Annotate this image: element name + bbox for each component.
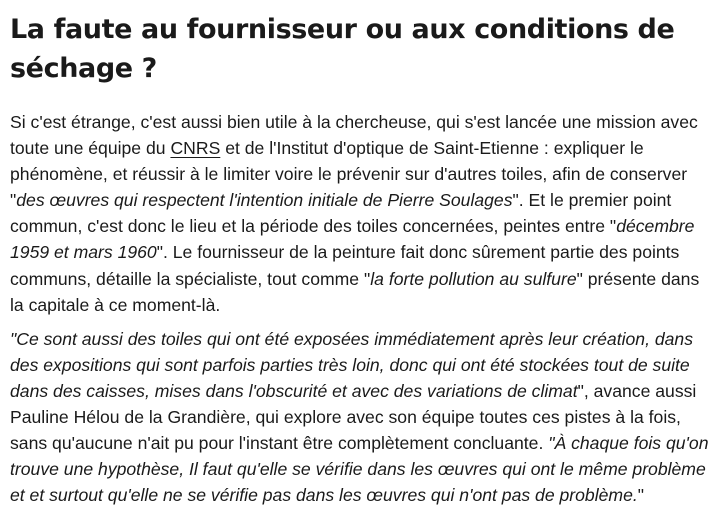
paragraph-1-text-3: ". Et le premier point commun, c'est donc le lieu et la période des toiles concernées, peintes entre ": [10, 190, 672, 237]
section-heading: La faute au fournisseur ou aux conditions de séchage ?: [10, 14, 675, 84]
paragraph-1-text-1: Si c'est étrange, c'est aussi bien utile à la chercheuse, qui s'est lancée une mission avec toute une équipe du: [10, 112, 698, 159]
paragraph-2-text-1: ", avance aussi Pauline Hélou de la Grandière, qui explore avec son équipe toutes ces pistes à la fois, sans qu'aucune n'ait pu pour l'instant être complètement concluante.: [10, 380, 697, 454]
paragraph-1-text-4: ". Le fournisseur de la peinture fait donc sûrement partie des points communs, détaille la spécialiste, tout comme ": [10, 242, 680, 289]
paragraph-1-text-5: " présente dans la capitale à ce moment-là.: [10, 268, 700, 315]
paragraph-2-text-2: ": [637, 485, 644, 506]
quote-hypothesis: "À chaque fois qu'on trouve une hypothèse, Il faut qu'elle se vérifie dans les œuvres qui ont le même problème et et surtout qu'elle ne se vérifie pas dans les œuvres qui n'ont pas de problème.: [10, 433, 709, 506]
quote-pollution: la forte pollution au sulfure: [370, 268, 577, 289]
article-section: [10, 10, 716, 508]
quote-intention-initiale: des œuvres qui respectent l'intention initiale de Pierre Soulages: [16, 190, 513, 211]
quote-period: décembre 1959 et mars 1960: [10, 216, 695, 263]
cnrs-link[interactable]: CNRS: [170, 138, 221, 159]
paragraph-1-text-2: et de l'Institut d'optique de Saint-Etienne : expliquer le phénomène, et réussir à le limiter voire le prévenir sur d'autres toiles, afin de conserver ": [10, 138, 688, 211]
quote-exhibitions: "Ce sont aussi des toiles qui ont été exposées immédiatement après leur création, dans des expositions qui sont parfois parties très loin, donc qui ont été stockées tout de suite dans des caisses, mises dans l'obscurité et avec des variations de climat: [10, 328, 694, 401]
paragraph-2: [10, 326, 716, 509]
paragraph-1: [10, 109, 716, 318]
